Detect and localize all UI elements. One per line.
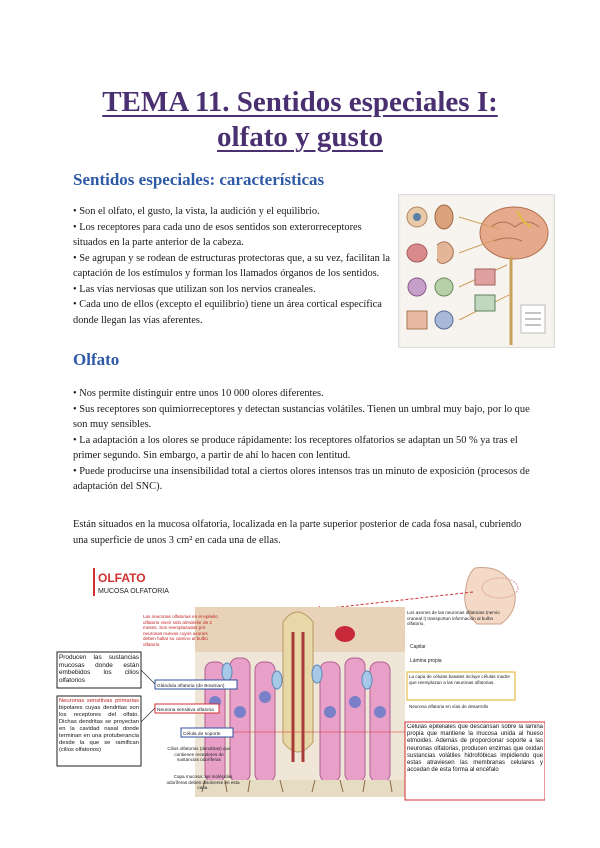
olfato-location-paragraph	[73, 517, 528, 548]
eye-icon	[407, 207, 427, 227]
olfato-location-text: Están situados en la mucosa olfatoria, localizada en la parte superior posterior de cada fosa nasal, cubriendo una superficie de unos 3 cm² en cada una de ellas.	[73, 519, 522, 546]
olfato-list	[73, 386, 533, 495]
label-basal: La capa de células basales incluye células madre que reemplazan a las neuronas olfatorias.	[409, 674, 510, 685]
label-bowman: Glándula olfatoria (de Bowman)	[157, 684, 225, 689]
note-support-cells: Células epiteliales que descansan sobre la lámina propia que mantiene la mucosa unida al hueso etmoides. Además de proporcionar soporte a las neuronas olfatorias, producen enzimas que oxidan sustancias volátiles hidrofóbicas impidiendo que estas atraviesen las membranas celulares y accedan de esta forma al encéfalo	[407, 724, 543, 774]
capillary-icon	[335, 626, 355, 642]
nose-icon	[435, 205, 453, 229]
characteristics-item: • Son el olfato, el gusto, la vista, la audición y el equilibrio.	[73, 206, 320, 217]
tissue-block	[195, 607, 405, 797]
note-bowman: Producen las sustancias mucosas donde están embebidos los cilios olfatorios	[59, 654, 139, 684]
figure-subtitle: MUCOSA OLFATORIA	[98, 588, 169, 595]
olfactory-mucosa-figure	[55, 562, 545, 802]
skin-icon	[407, 311, 427, 329]
page-title-line-1: TEMA 11. Sentidos especiales I:	[102, 86, 498, 118]
section-heading-characteristics: Sentidos especiales: características	[73, 170, 325, 189]
organ-icon	[408, 278, 426, 296]
olfato-item: • Puede producirse una insensibilidad total a ciertos olores intensos tras un minuto de exposición (procesos de adaptación del SNC).	[73, 465, 530, 492]
organ-icon	[435, 278, 453, 296]
characteristics-item: • Las vías nerviosas que utilizan son los nervios craneales.	[73, 283, 316, 295]
page-title-line-2: olfato y gusto	[217, 121, 383, 153]
characteristics-list	[73, 204, 391, 328]
organ-icon	[435, 311, 453, 329]
characteristics-item: • Se agrupan y se rodean de estructuras protectoras que, a su vez, facilitan la captación de los estímulos y forman los llamados órganos de los sentidos.	[73, 252, 390, 279]
label-lamina: Lámina propia	[410, 658, 442, 664]
label-support: Célula de soporte	[183, 732, 221, 737]
label-neurons-top: Las neuronas olfatorias en el epitelio olfatorio viven solo alrededor de 2 meses. Son reemplazadas por neuronas nuevas cuyos axones deben hallar su camino al bulbo olfatorio.	[143, 614, 218, 647]
characteristics-item: • Cada uno de ellos (excepto el equilibrio) tiene un área cortical específica donde llegan las vías aferentes.	[73, 299, 382, 326]
special-senses-svg	[399, 195, 554, 347]
characteristics-item: • Los receptores para cada uno de esos sentidos son exterorreceptores situados en la parte anterior de la cabeza.	[73, 221, 362, 248]
special-senses-illustration	[398, 194, 555, 348]
figure-title: OLFATO	[98, 571, 146, 585]
section-heading-olfato: Olfato	[73, 350, 120, 369]
label-cilia: Cilios olfatorios (dendritas) que contienen receptores de sustancias odoríferas	[167, 746, 231, 763]
label-capillary: Capilar	[410, 644, 426, 650]
label-sensitive: Neurona sensitiva olfatoria	[157, 708, 214, 713]
olfactory-mucosa-svg	[55, 562, 545, 802]
brain-icon	[480, 207, 548, 259]
olfato-item: • Sus receptores son quimiorreceptores y detectan sustancias volátiles. Tienen un umbral muy bajo, por lo que son muy sensibles.	[73, 403, 530, 430]
label-mucus: Capa mucosa: las moléculas odoríferas deben disolverse en esta capa.	[166, 774, 240, 791]
tongue-icon	[407, 244, 427, 262]
label-developing: Neurona olfatoria en vías de desarrollo	[409, 704, 489, 709]
label-axons: Los axones de las neuronas olfatorias (nervio craneal I) transportan información al bulbo olfatorio.	[407, 610, 500, 627]
note-neurons-title: Neuronas sensitivas primarias	[59, 698, 139, 704]
olfato-item: • Nos permite distinguir entre unos 10 000 olores diferentes.	[73, 388, 324, 399]
olfato-item: • La adaptación a los olores se produce rápidamente: los receptores olfatorios se adaptan un 50 % ya tras el primer segundo. Sin embargo, a partir de ahí lo hacen con lentitud.	[73, 434, 518, 461]
note-neurons: bipolares cuyas dendritas son los receptores del olfato. Dichas dendritas se proyectan en la cavidad nasal donde terminan en una protuberancia desde la que se ramifican (cilios olfatorios)	[59, 705, 139, 753]
